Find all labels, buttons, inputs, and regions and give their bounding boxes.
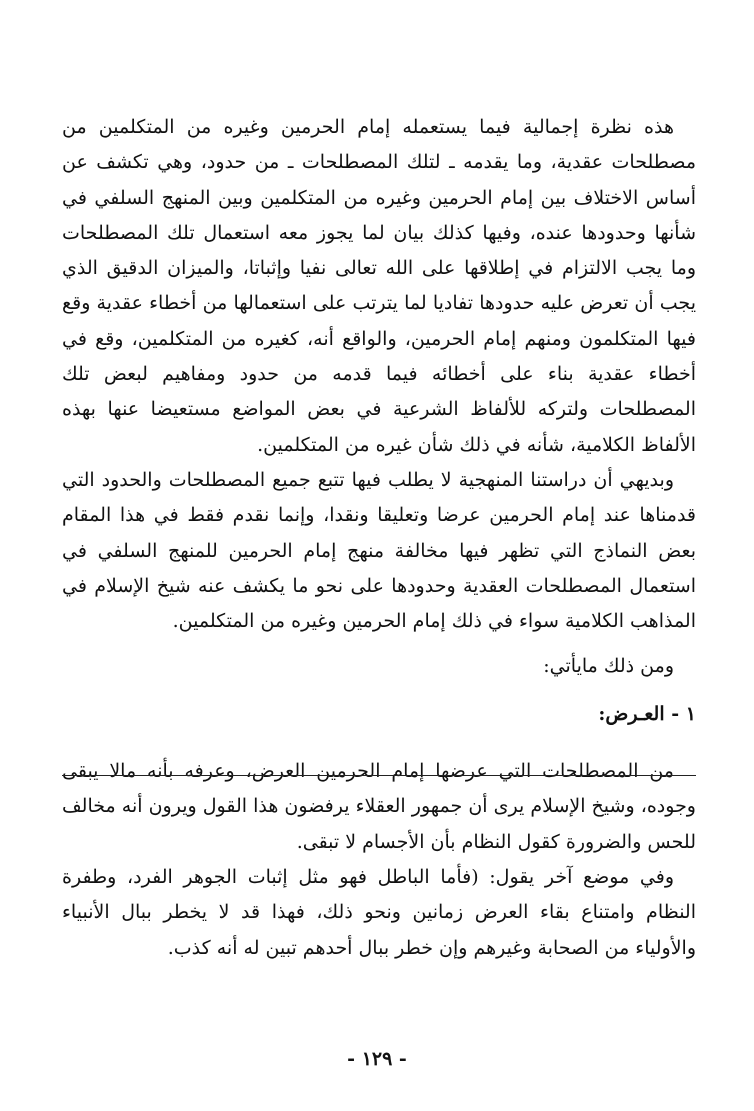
page-number: - ١٢٩ -	[347, 1048, 407, 1070]
heading-divider	[62, 775, 696, 776]
paragraph-3: من المصطلحات التي عرضها إمام الحرمين العرض، وعرفه بأنه مالا يبقى وجوده، وشيخ الإسلام يرى أن جمهور العقلاء يرفضون هذا القول ويرون أنه مخالف للحس والضرورة كقول النظام بأن الأجسام لا تبقى.	[62, 760, 696, 853]
section-heading	[62, 697, 696, 732]
section-title: العـرض:	[598, 702, 665, 725]
page-body	[62, 110, 696, 966]
intro-line: ومن ذلك مايأتي:	[543, 655, 674, 678]
paragraph-2: وبديهي أن دراستنا المنهجية لا يطلب فيها تتبع جميع المصطلحات والحدود التي قدمناها عند إمام الحرمين عرضا وتعليقا ونقدا، وإنما نقدم فقط في هذا المقام بعض النماذج التي تظهر فيها مخالفة منهج إمام الحرمين للمنهج السلفي في استعمال المصطلحات العقدية وحدودها على نحو ما يكشف عنه شيخ الإسلام في المذاهب الكلامية سواء في ذلك إمام الحرمين وغيره من المتكلمين.	[62, 468, 696, 633]
paragraph-1: هذه نظرة إجمالية فيما يستعمله إمام الحرمين وغيره من المتكلمين من مصطلحات عقدية، وما يقدمه ـ لتلك المصطلحات ـ من حدود، وهي تكشف عن أساس الاختلاف بين إمام الحرمين وغيره من المتكلمين وبين المنهج السلفي في شأنها وحدودها عنده، وفيها كذلك بيان لما يجوز معه استعمال تلك المصطلحات وما يجب الالتزام في إطلاقها على الله تعالى نفيا وإثباتا، والميزان الدقيق الذي يجب أن تعرض عليه حدودها تفاديا لما يترتب على استعمالها من أخطاء عقدية وقع فيها المتكلمون ومنهم إمام الحرمين، والواقع أنه، كغيره من المتكلمين، وقع في أخطاء عقدية بناء على أخطائه فيما قدمه من حدود ومفاهيم لبعض تلك المصطلحات ولتركه للألفاظ الشرعية في بعض المواضع مستعيضا عنها بهذه الألفاظ الكلامية، شأنه في ذلك شأن غيره من المتكلمين.	[62, 116, 696, 456]
paragraph-4: وفي موضع آخر يقول: (فأما الباطل فهو مثل إثبات الجوهر الفرد، وطفرة النظام وامتناع بقاء العرض زمانين ونحو ذلك، فهذا قد لا يخطر ببال الأنبياء والأولياء من الصحابة وغيرهم وإن خطر ببال أحدهم تبين له أنه كذب.	[62, 865, 696, 959]
section-number: ١ -	[671, 702, 696, 725]
